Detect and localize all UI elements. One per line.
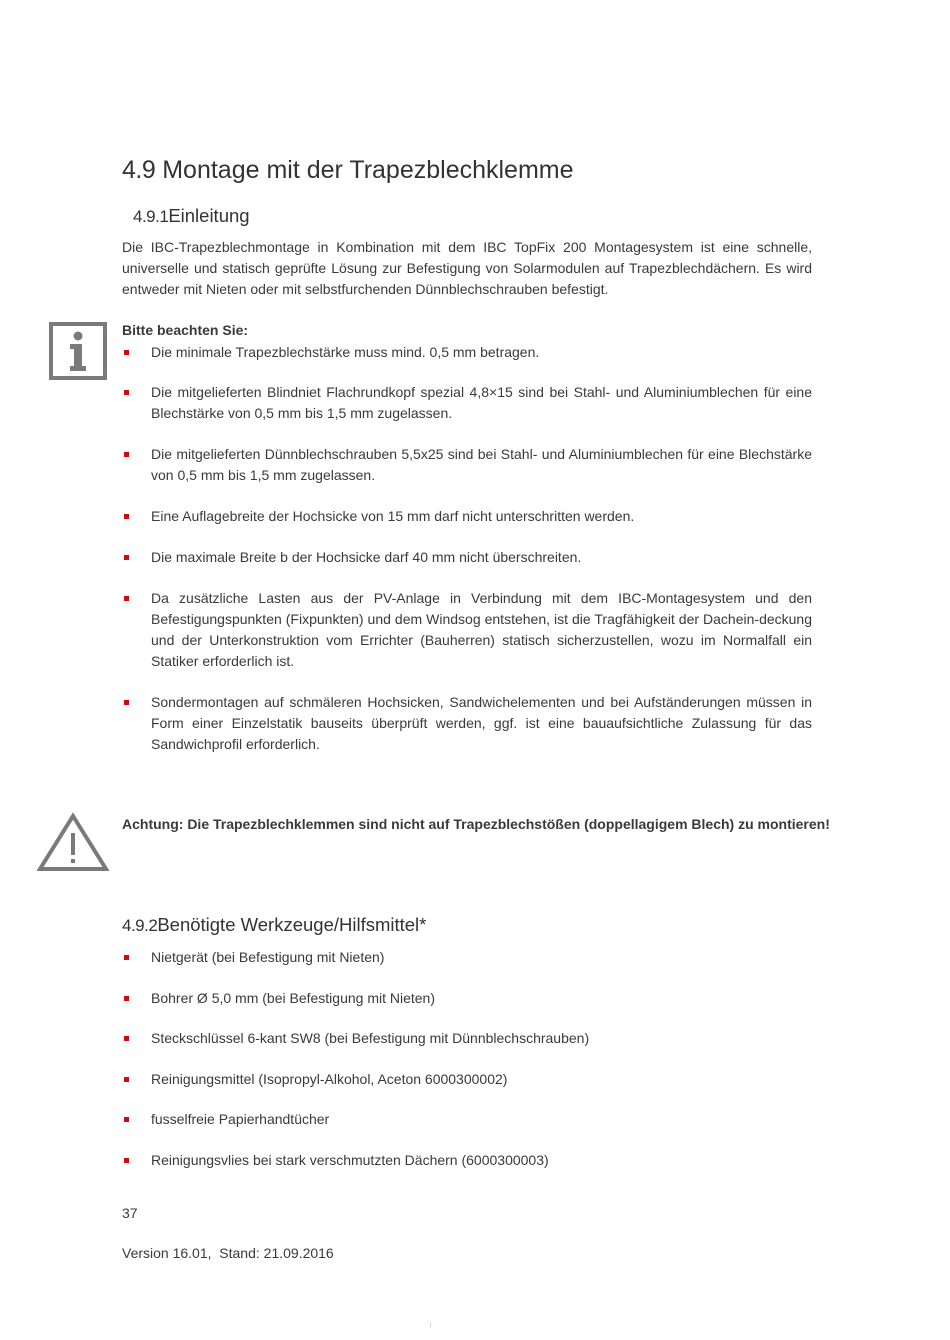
info-icon: [49, 322, 107, 380]
bullet-square-icon: [124, 996, 129, 1001]
bullet-square-icon: [124, 700, 129, 705]
list-item: Steckschlüssel 6-kant SW8 (bei Befestigung mit Dünnblechschrauben): [122, 1028, 812, 1049]
list-item: Reinigungsvlies bei stark verschmutzten Dächern (6000300003): [122, 1150, 812, 1171]
list-item: Eine Auflagebreite der Hochsicke von 15 mm darf nicht unterschritten werden.: [122, 506, 812, 527]
bullet-square-icon: [124, 1077, 129, 1082]
bullet-square-icon: [124, 955, 129, 960]
bullet-square-icon: [124, 350, 129, 355]
warning-triangle-icon: [37, 812, 109, 872]
tools-heading: [122, 912, 426, 939]
bullet-square-icon: [124, 1158, 129, 1163]
tools-title: Benötigte Werkzeuge/Hilfsmittel*: [157, 914, 427, 935]
tools-number: 4.9.2: [122, 916, 158, 935]
intro-number: 4.9.1: [133, 207, 169, 226]
list-item: fusselfreie Papierhandtücher: [122, 1109, 812, 1130]
tools-list: [122, 947, 812, 1171]
info-list: [122, 342, 812, 755]
version-footer: Version 16.01, Stand: 21.09.2016: [122, 1245, 334, 1261]
section-title: Montage mit der Trapezblechklemme: [162, 156, 574, 184]
intro-title: Einleitung: [168, 205, 250, 226]
bullet-square-icon: [124, 390, 129, 395]
list-item: Da zusätzliche Lasten aus der PV-Anlage in Verbindung mit dem IBC-Montagesystem und den Befestigungspunkten (Fixpunkten) und dem Windsog entstehen, ist die Tragfähigkeit der Dachein-deckung und der Unterkonstruktion vom Errichter (Bauherren) statisch sicherzustellen, wozu im Normalfall ein Statiker erforderlich ist.: [122, 588, 812, 672]
info-heading: Bitte beachten Sie:: [122, 322, 249, 338]
section-heading: [122, 152, 574, 188]
bullet-square-icon: [124, 1036, 129, 1041]
list-item: Die minimale Trapezblechstärke muss mind. 0,5 mm betragen.: [122, 342, 812, 363]
intro-heading: [133, 203, 250, 230]
bullet-square-icon: [124, 555, 129, 560]
list-item: Die mitgelieferten Blindniet Flachrundkopf spezial 4,8×15 sind bei Stahl- und Aluminiumblechen für eine Blechstärke von 0,5 mm bis 1,5 mm zugelassen.: [122, 382, 812, 424]
page-mark: [430, 1322, 431, 1328]
bullet-square-icon: [124, 596, 129, 601]
intro-paragraph: Die IBC-Trapezblechmontage in Kombination mit dem IBC TopFix 200 Montagesystem ist eine schnelle, universelle und statisch geprüfte Lösung zur Befestigung von Solarmodulen auf Trapezblechdächern. Es wird entweder mit Nieten oder mit selbstfurchenden Dünnblechschrauben befestigt.: [122, 239, 812, 297]
list-item: Bohrer Ø 5,0 mm (bei Befestigung mit Nieten): [122, 988, 812, 1009]
bullet-square-icon: [124, 1117, 129, 1122]
section-number: 4.9: [122, 156, 156, 184]
bullet-square-icon: [124, 452, 129, 457]
bullet-square-icon: [124, 514, 129, 519]
list-item: Nietgerät (bei Befestigung mit Nieten): [122, 947, 812, 968]
list-item: Reinigungsmittel (Isopropyl-Alkohol, Aceton 6000300002): [122, 1069, 812, 1090]
warning-text: Achtung: Die Trapezblechklemmen sind nicht auf Trapezblechstößen (doppellagigem Blech) zu montieren!: [122, 816, 830, 832]
list-item: Sondermontagen auf schmäleren Hochsicken, Sandwichelementen und bei Aufständerungen müssen in Form einer Einzelstatik bauseits überprüft werden, ggf. ist eine bauaufsichtliche Zulassung für das Sandwichprofil erforderlich.: [122, 692, 812, 755]
list-item: Die mitgelieferten Dünnblechschrauben 5,5x25 sind bei Stahl- und Aluminiumblechen für eine Blechstärke von 0,5 mm bis 1,5 mm zugelassen.: [122, 444, 812, 486]
list-item: Die maximale Breite b der Hochsicke darf 40 mm nicht überschreiten.: [122, 547, 812, 568]
page-number: 37: [122, 1205, 138, 1221]
